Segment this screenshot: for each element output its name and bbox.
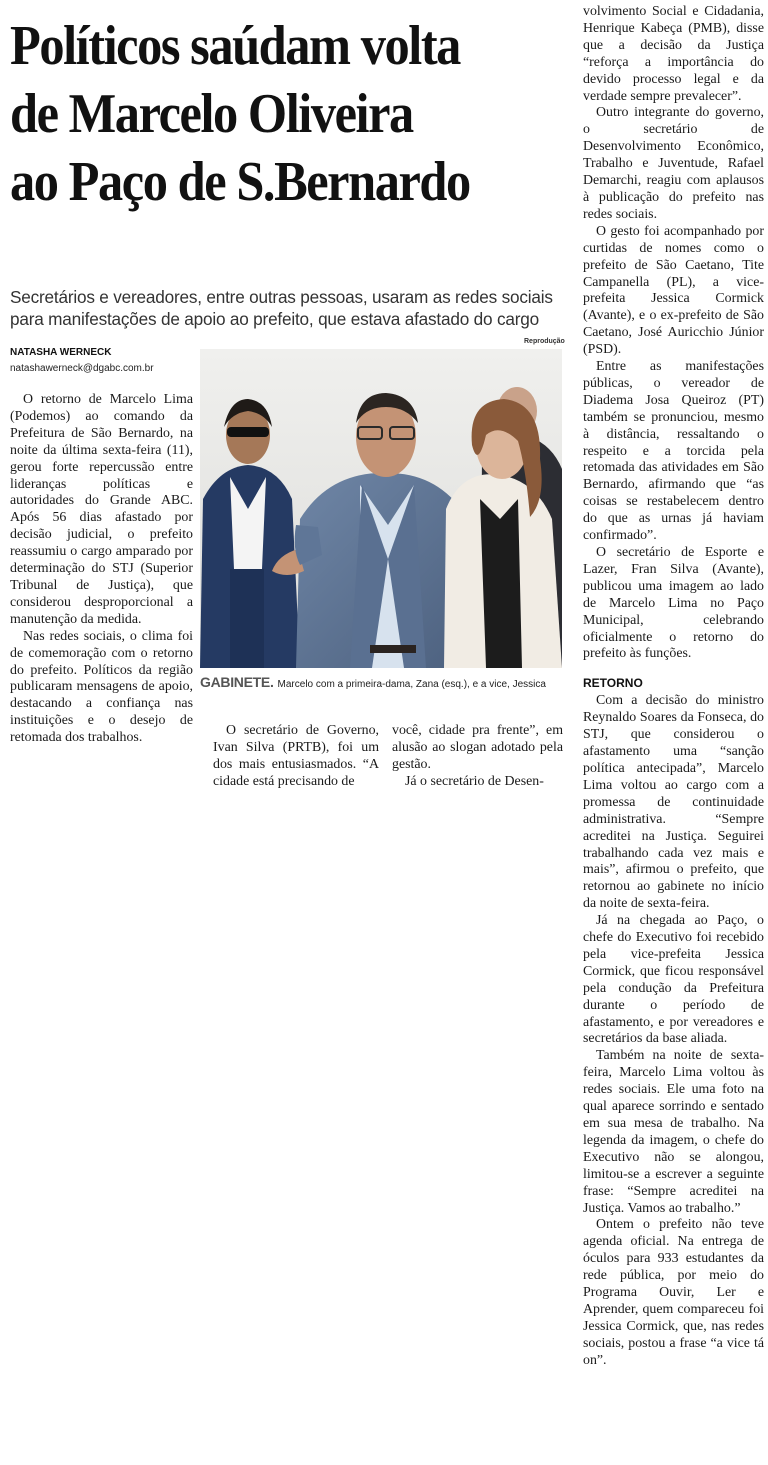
body-column-2 [213,723,379,791]
article-photo-illustration [200,349,562,668]
headline [10,12,514,216]
article-photo [200,349,562,668]
paragraph: O gesto foi acompanhado por curtidas de nomes como o prefeito de São Caetano, Tite Campanella (PL), a vice-prefeita Jessica Cormick (Avante), e o ex-prefeito de São Caetano, José Auricchio Júnior (PSD). [583,223,764,358]
body-column-4 [583,4,764,1370]
paragraph: O secretário de Governo, Ivan Silva (PRTB), foi um dos mais entusiasmados. “A cidade está precisando de [213,723,379,789]
paragraph: Outro integrante do governo, o secretário de Desenvolvimento Econômico, Trabalho e Juventude, Rafael Demarchi, reagiu com aplausos à publicação do prefeito nas redes sociais. [583,105,764,222]
headline-line: ao Paço de S.Bernardo [10,151,470,213]
paragraph: O secretário de Esporte e Lazer, Fran Silva (Avante), publicou uma imagem ao lado de Marcelo Lima no Paço Municipal, celebrando oficialmente o retorno do prefeito às funções. [583,545,764,662]
caption-text: Marcelo com a primeira-dama, Zana (esq.), e a vice, Jessica [277,679,546,690]
paragraph: volvimento Social e Cidadania, Henrique Kabeça (PMB), disse que a decisão da Justiça “reforça a importância do devido processo legal e da verdade sempre prevalecer”. [583,4,764,104]
paragraph: você, cidade pra frente”, em alusão ao slogan adotado pela gestão. [392,723,563,772]
paragraph: Já o secretário de Desen- [405,773,544,789]
photo-credit: Reprodução [524,338,565,345]
paragraph: Nas redes sociais, o clima foi de comemoração com o retorno do prefeito. Políticos da região publicaram mensagens de apoio, destacando a confiança nas instituições e o desejo de retomada dos trabalhos. [10,628,193,746]
headline-line: Políticos saúdam volta [10,15,460,77]
headline-line: de Marcelo Oliveira [10,83,413,145]
paragraph: O retorno de Marcelo Lima (Podemos) ao comando da Prefeitura de São Bernardo, na noite da última sexta-feira (11), gerou forte repercussão entre lideranças políticas e autoridades do Grande ABC. Após 56 dias afastado por decisão judicial, o prefeito reassumiu o cargo amparado por determinação do STJ (Superior Tribunal de Justiça), que considerou desproporcional a manutenção da medida. [10,392,193,627]
byline-email: natashawerneck@dgabc.com.br [10,363,154,374]
deck: Secretários e vereadores, entre outras pessoas, usaram as redes sociais para manifestações de apoio ao prefeito, que estava afastado do cargo [10,287,553,329]
body-column-1 [10,392,193,747]
caption-tag: GABINETE. [200,674,274,690]
paragraph: Ontem o prefeito não teve agenda oficial. Na entrega de óculos para 933 estudantes da rede pública, por meio do Programa Ouvir, Ler e Aprender, quem compareceu foi Jessica Cormick, que, nas redes sociais, postou a frase “a vice tá on”. [583,1217,764,1368]
paragraph: Também na noite de sexta-feira, Marcelo Lima voltou às redes sociais. Ele uma foto na qual aparece sorrindo e sentado em sua mesa de trabalho. Na legenda da imagem, o chefe do Executivo não se alongou, limitou-se a escrever a seguinte frase: “Sempre acreditei na Justiça. Vamos ao trabalho.” [583,1048,764,1216]
paragraph: Entre as manifestações públicas, o vereador de Diadema Josa Queiroz (PT) também se pronunciou, mesmo à distância, ressaltando o respeito e a torcida pela retomada das atividades em São Bernardo, afirmando que “as coisas se restabelecem dentro do que as urnas já haviam confirmado”. [583,359,764,544]
paragraph: Já na chegada ao Paço, o chefe do Executivo foi recebido pela vice-prefeita Jessica Cormick, que ficou responsável pela condução da Prefeitura durante o período de afastamento, e por vereadores e secretários da base aliada. [583,913,764,1047]
section-subhead: RETORNO [583,676,643,691]
photo-caption [200,674,566,690]
byline-author: NATASHA WERNECK [10,347,112,358]
paragraph: Com a decisão do ministro Reynaldo Soares da Fonseca, do STJ, que considerou o afastamento uma “sanção política antecipada”, Marcelo Lima voltou ao cargo com a promessa de continuidade administrativa. “Sempre acreditei na Justiça. Seguirei trabalhando cada vez mais e mais”, afirmou o prefeito, que retornou ao gabinete no início da noite de sexta-feira. [583,693,764,912]
body-column-3 [392,723,563,791]
